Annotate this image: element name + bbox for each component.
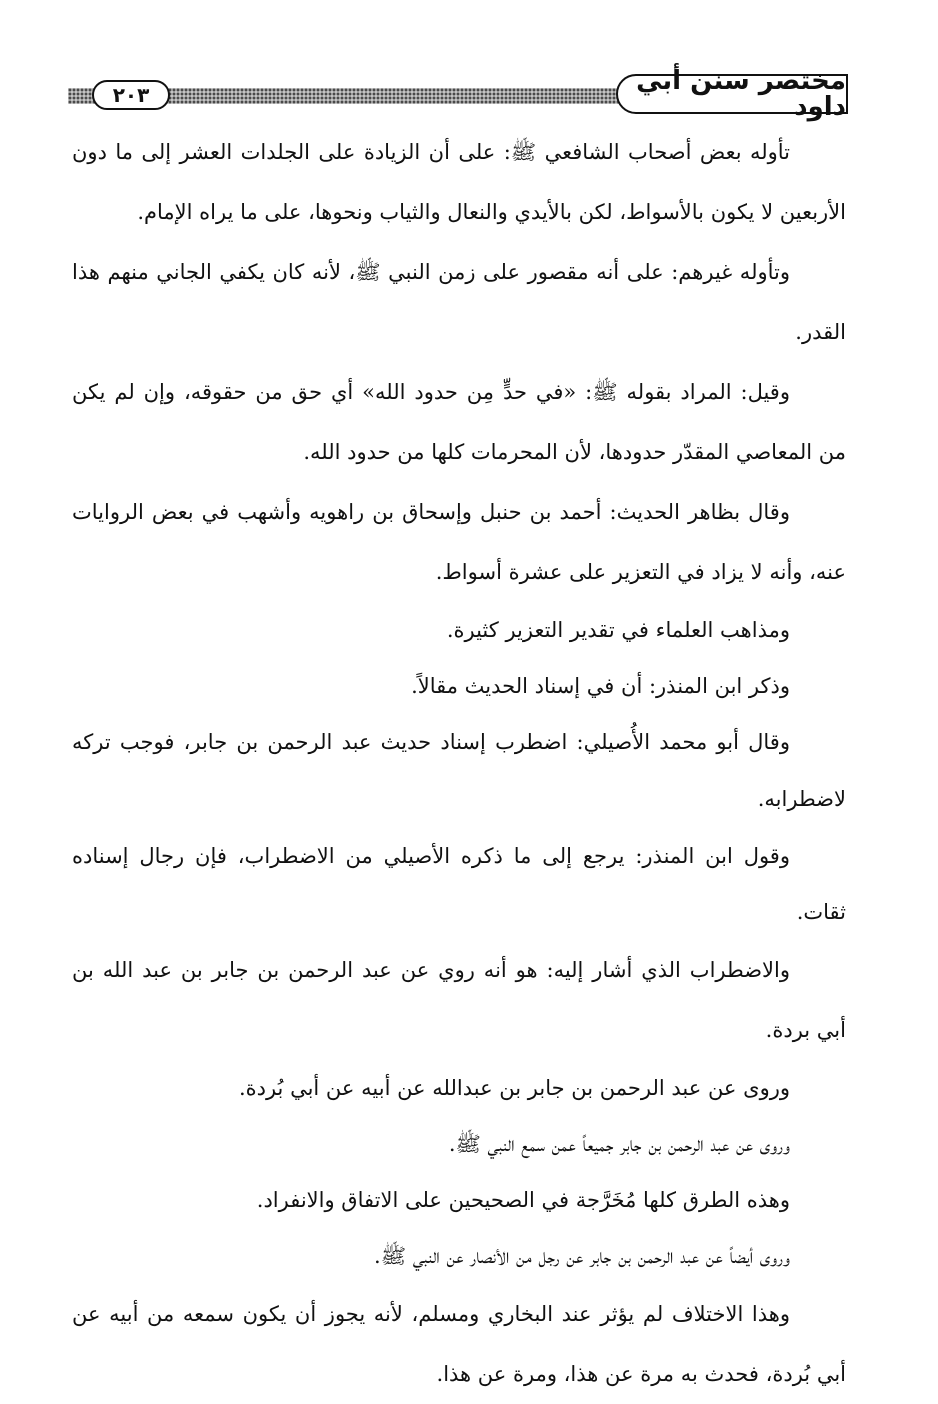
paragraph-narration-3: وروى أيضاً عن عبد الرحمن بن جابر عن رجل من الأنصار عن النبي ﷺ.	[374, 1244, 790, 1268]
paragraph-narration-1: وروى عن عبد الرحمن بن جابر بن عبدالله عن أبيه عن أبي بُردة.	[238, 1076, 790, 1100]
paragraph-isnad-disturbance: والاضطراب الذي أشار إليه: هو أنه روي عن عبد الرحمن بن جابر بن عبد الله بن أبي بردة.	[72, 958, 846, 1042]
page-header	[68, 66, 848, 122]
paragraph-shafii-interpretation: تأوله بعض أصحاب الشافعي ﷺ: على أن الزيادة على الجلدات العشر إلى ما دون الأربعين لا يكون بالأسواط، لكن بالأيدي والنعال والثياب ونحوها، على ما يراه الإمام.	[72, 140, 846, 224]
book-title: مختصر سنن أبي داود	[636, 66, 846, 122]
page-number: ٢٠٣	[112, 83, 150, 107]
paragraph-sahihayn: وهذه الطرق كلها مُخَرَّجة في الصحيحين على الاتفاق والانفراد.	[256, 1188, 790, 1212]
paragraph-literal-view: وقال بظاهر الحديث: أحمد بن حنبل وإسحاق بن راهويه وأشهب في بعض الروايات عنه، وأنه لا يزاد في التعزير على عشرة أسواط.	[72, 500, 846, 584]
paragraph-usayli: وقال أبو محمد الأُصيلي: اضطرب إسناد حديث عبد الرحمن بن جابر، فوجب تركه لاضطرابه.	[72, 730, 846, 811]
paragraph-scholars-views: ومذاهب العلماء في تقدير التعزير كثيرة.	[446, 618, 790, 642]
paragraph-ibn-almundhir-reply: وقول ابن المنذر: يرجع إلى ما ذكره الأصيلي من الاضطراب، فإن رجال إسناده ثقات.	[72, 844, 846, 924]
paragraph-narration-2: وروى عن عبد الرحمن بن جابر جميعاً عمن سمع النبي ﷺ.	[448, 1132, 790, 1156]
paragraph-others-interpretation: وتأوله غيرهم: على أنه مقصور على زمن النبي ﷺ، لأنه كان يكفي الجاني منهم هذا القدر.	[72, 260, 846, 344]
paragraph-conclusion: وهذا الاختلاف لم يؤثر عند البخاري ومسلم، لأنه يجوز أن يكون سمعه من أبيه عن أبي بُردة، فحدث به مرة عن هذا، ومرة عن هذا.	[72, 1302, 846, 1386]
page-number-frame	[92, 80, 170, 110]
page-body	[72, 122, 846, 1404]
paragraph-hadd-meaning: وقيل: المراد بقوله ﷺ: «في حدٍّ مِن حدود الله» أي حق من حقوقه، وإن لم يكن من المعاصي المقدّر حدودها، لأن المحرمات كلها من حدود الله.	[72, 380, 846, 464]
paragraph-ibn-almundhir: وذكر ابن المنذر: أن في إسناد الحديث مقالاً.	[411, 674, 790, 698]
book-title-frame	[616, 66, 848, 122]
